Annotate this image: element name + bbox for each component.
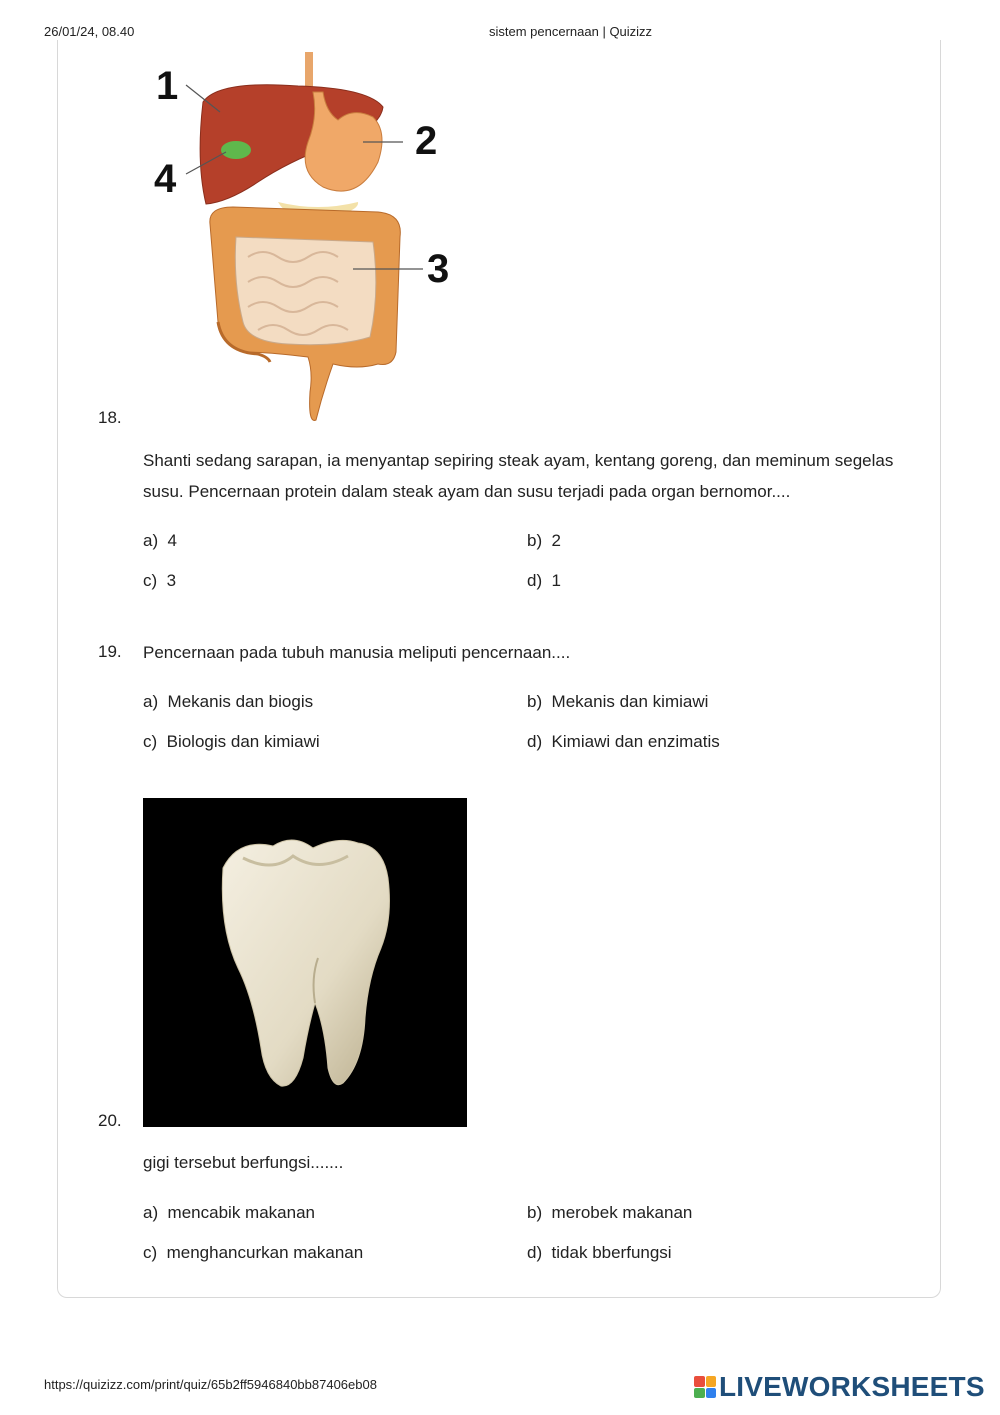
question-number: 19.: [98, 642, 122, 661]
molar-tooth-image: [143, 798, 467, 1127]
logo-grid-icon: [694, 1376, 716, 1398]
logo-square: [706, 1376, 717, 1387]
answer-option: b) 2: [527, 531, 562, 550]
diagram-label-2: 2: [415, 119, 438, 163]
answer-option: c) Biologis dan kimiawi: [143, 732, 320, 751]
logo-text: LIVEWORKSHEETS: [719, 1371, 985, 1402]
answer-option: d) tidak bberfungsi: [527, 1243, 672, 1262]
answer-option: d) Kimiawi dan enzimatis: [527, 732, 720, 751]
question-text: Shanti sedang sarapan, ia menyantap sepiring steak ayam, kentang goreng, dan meminum segelas susu. Pencernaan protein dalam steak ayam dan susu terjadi pada organ bernomor....: [143, 451, 894, 501]
question-number: 18.: [98, 408, 122, 427]
logo-square: [694, 1376, 705, 1387]
answer-option: a) mencabik makanan: [143, 1203, 315, 1222]
answer-option: c) menghancurkan makanan: [143, 1243, 364, 1262]
page-title: sistem pencernaan | Quizizz: [489, 24, 653, 39]
question-number: 20.: [98, 1111, 122, 1130]
answer-option: c) 3: [143, 571, 177, 590]
diagram-label-4: 4: [154, 157, 177, 201]
diagram-label-3: 3: [427, 247, 450, 291]
logo-square: [694, 1388, 705, 1399]
answer-option: b) merobek makanan: [527, 1203, 693, 1222]
question-text: Pencernaan pada tubuh manusia meliputi pencernaan....: [143, 643, 571, 662]
answer-option: d) 1: [527, 571, 562, 590]
diagram-label-1: 1: [156, 64, 179, 108]
digestive-system-image: [148, 52, 458, 427]
print-url: https://quizizz.com/print/quiz/65b2ff5946840bb87406eb08: [44, 1377, 377, 1392]
answer-option: b) Mekanis dan kimiawi: [527, 692, 709, 711]
logo-square: [706, 1388, 717, 1399]
question-text: gigi tersebut berfungsi.......: [143, 1153, 344, 1172]
answer-option: a) 4: [143, 531, 178, 550]
answer-option: a) Mekanis dan biogis: [143, 692, 314, 711]
liveworksheets-logo: [694, 1372, 985, 1402]
print-datetime: 26/01/24, 08.40: [44, 24, 135, 39]
